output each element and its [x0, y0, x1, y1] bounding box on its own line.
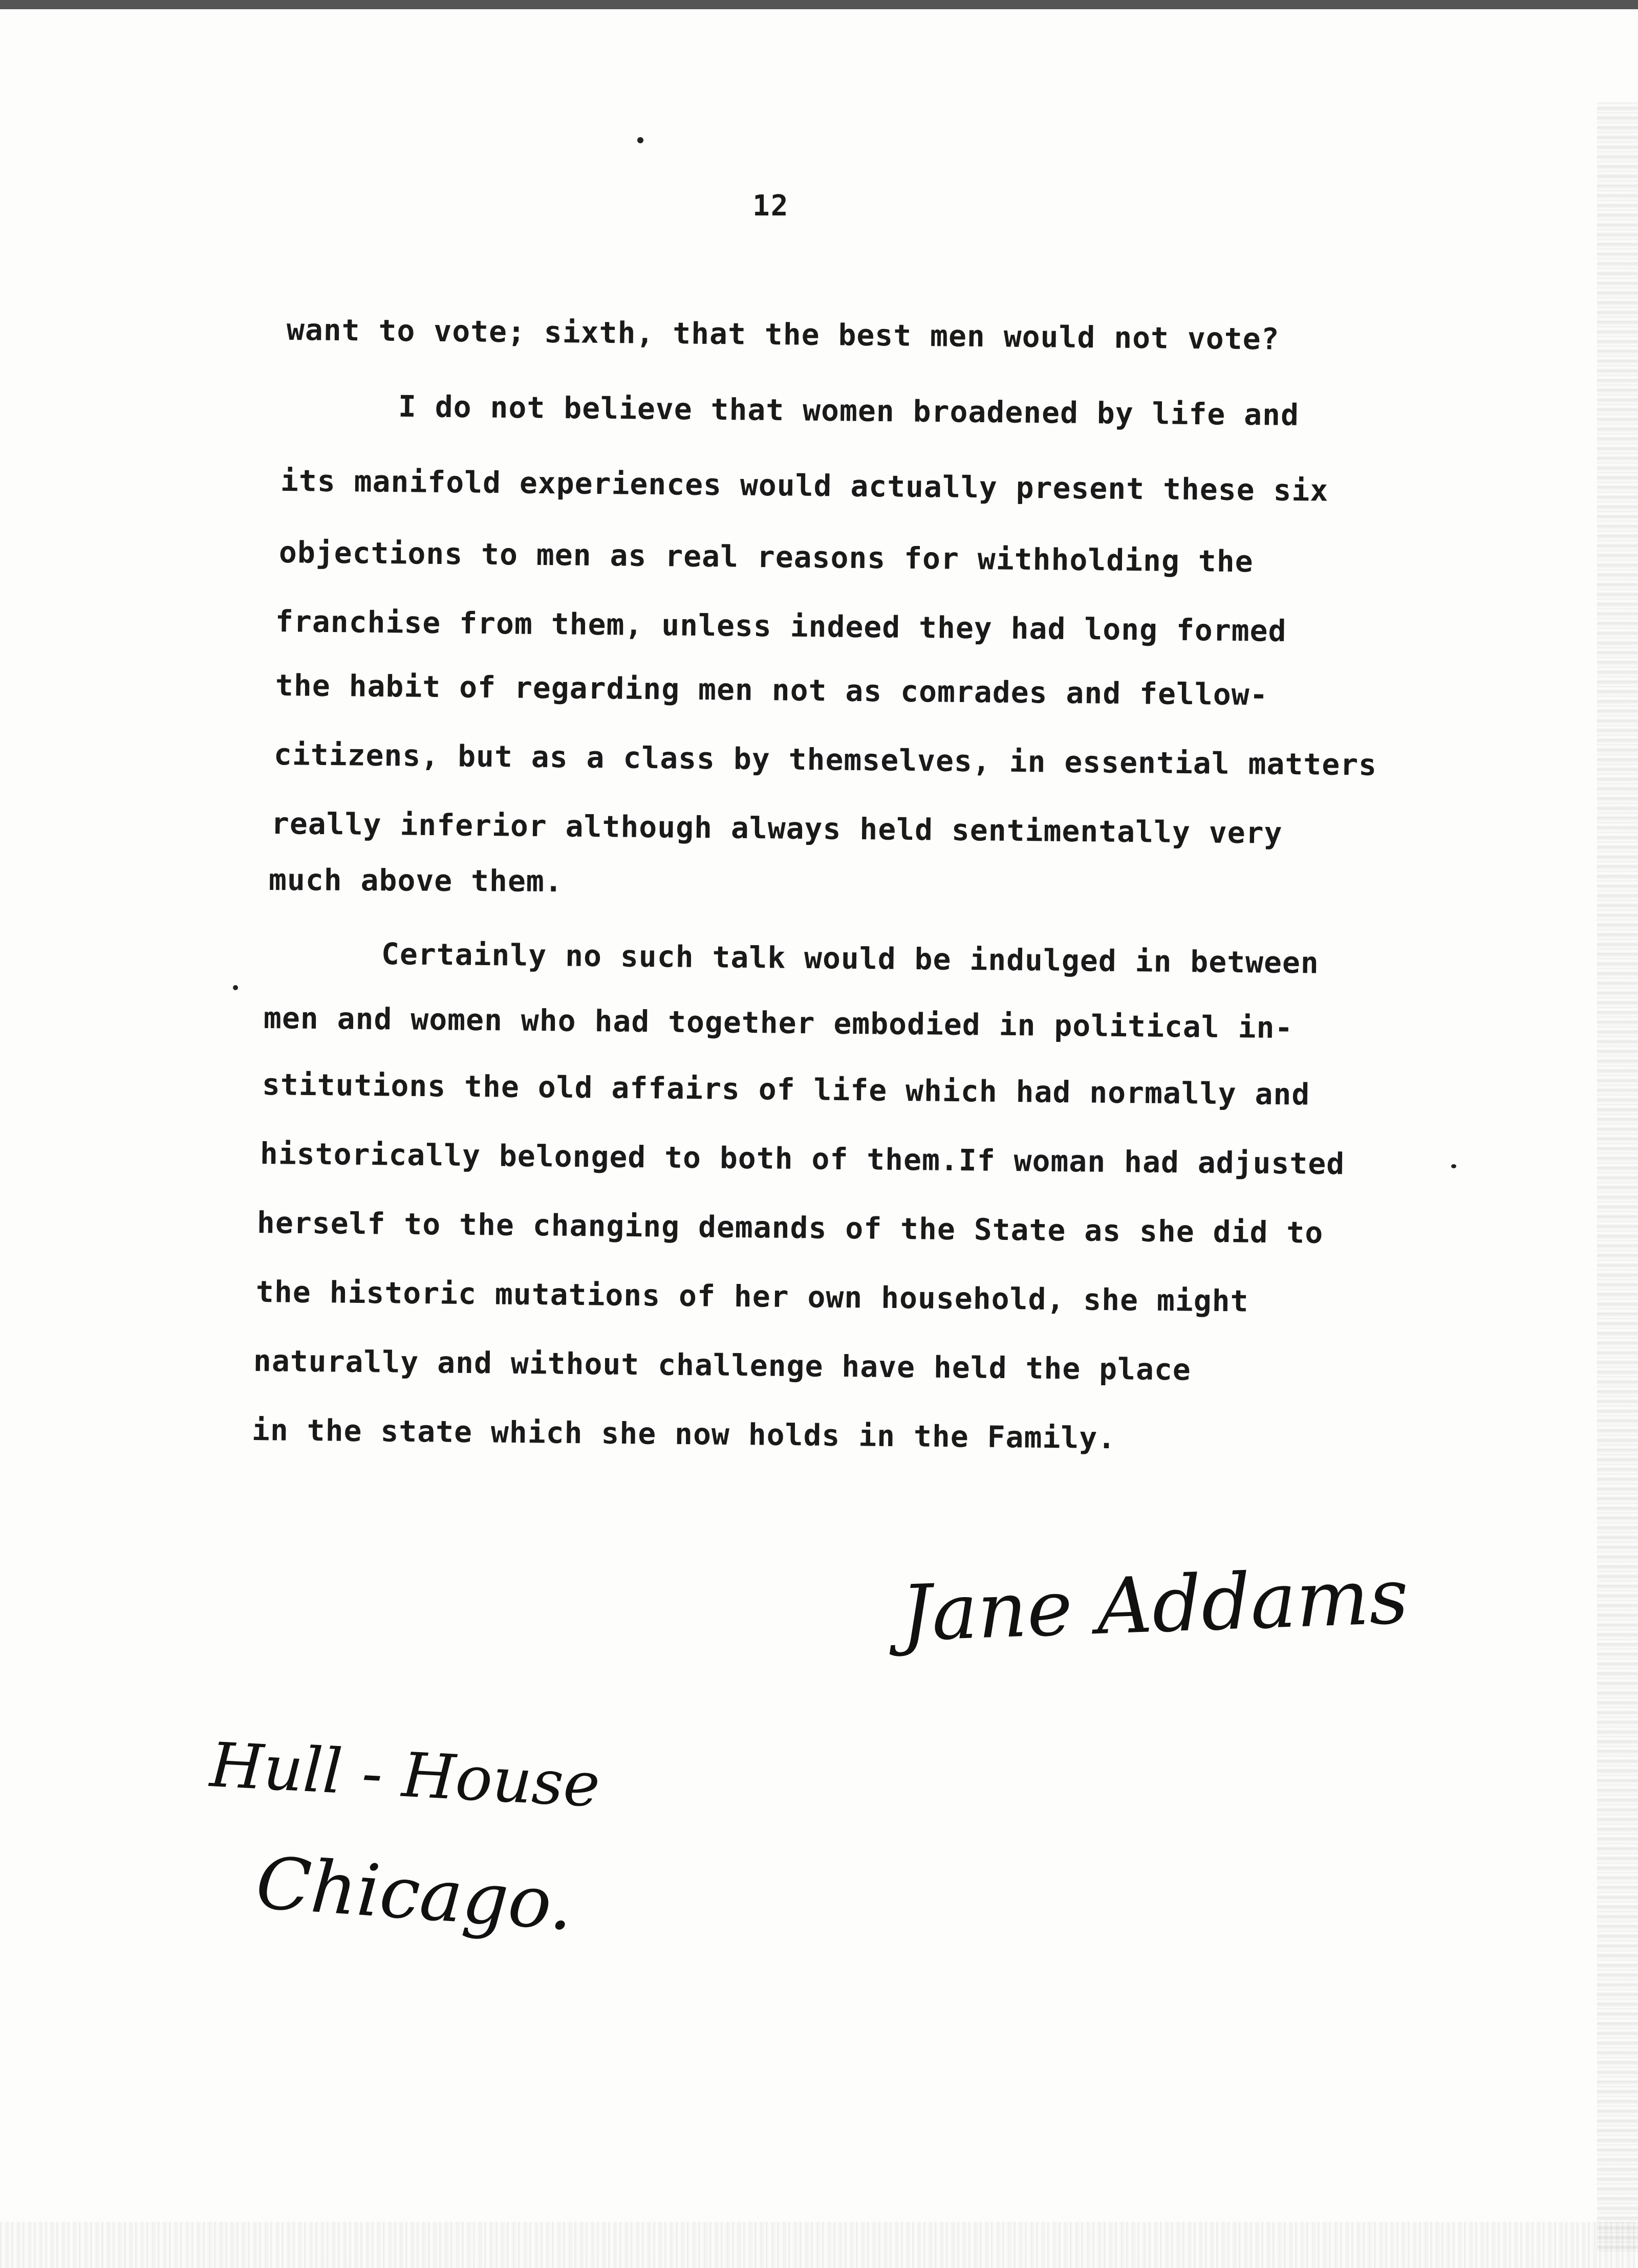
text-line: I do not believe that women broadened by life and	[398, 389, 1300, 432]
text-line: historically belonged to both of them.If woman had adjusted	[260, 1136, 1345, 1182]
text-line: naturally and without challenge have held the place	[253, 1343, 1192, 1387]
text-line: herself to the changing demands of the State as she did to	[256, 1205, 1324, 1250]
signature: Jane Addams	[899, 1552, 1410, 1659]
text-line: in the state which she now holds in the Family.	[251, 1412, 1116, 1456]
text-line: Certainly no such talk would be indulged in between	[381, 936, 1320, 980]
text-line: objections to men as real reasons for withholding the	[278, 535, 1254, 579]
handwritten-place-line: Hull - House	[208, 1730, 602, 1821]
page-number: 12	[752, 189, 789, 223]
text-line: the historic mutations of her own household, she might	[255, 1274, 1249, 1319]
text-line: really inferior although always held sentimentally very	[271, 806, 1283, 850]
text-line: want to vote; sixth, that the best men would not vote?	[286, 312, 1280, 357]
text-line: franchise from them, unless indeed they had long formed	[275, 604, 1287, 648]
text-line: men and women who had together embodied in political in-	[263, 1000, 1294, 1045]
text-line: its manifold experiences would actually present these six	[280, 463, 1329, 508]
text-line: much above them.	[268, 862, 563, 899]
text-line: citizens, but as a class by themselves, in essential matters	[273, 737, 1377, 782]
text-line: stitutions the old affairs of life which had normally and	[262, 1067, 1310, 1112]
handwritten-place-line: Chicago.	[253, 1841, 576, 1947]
text-line: the habit of regarding men not as comrades and fellow-	[275, 668, 1268, 712]
